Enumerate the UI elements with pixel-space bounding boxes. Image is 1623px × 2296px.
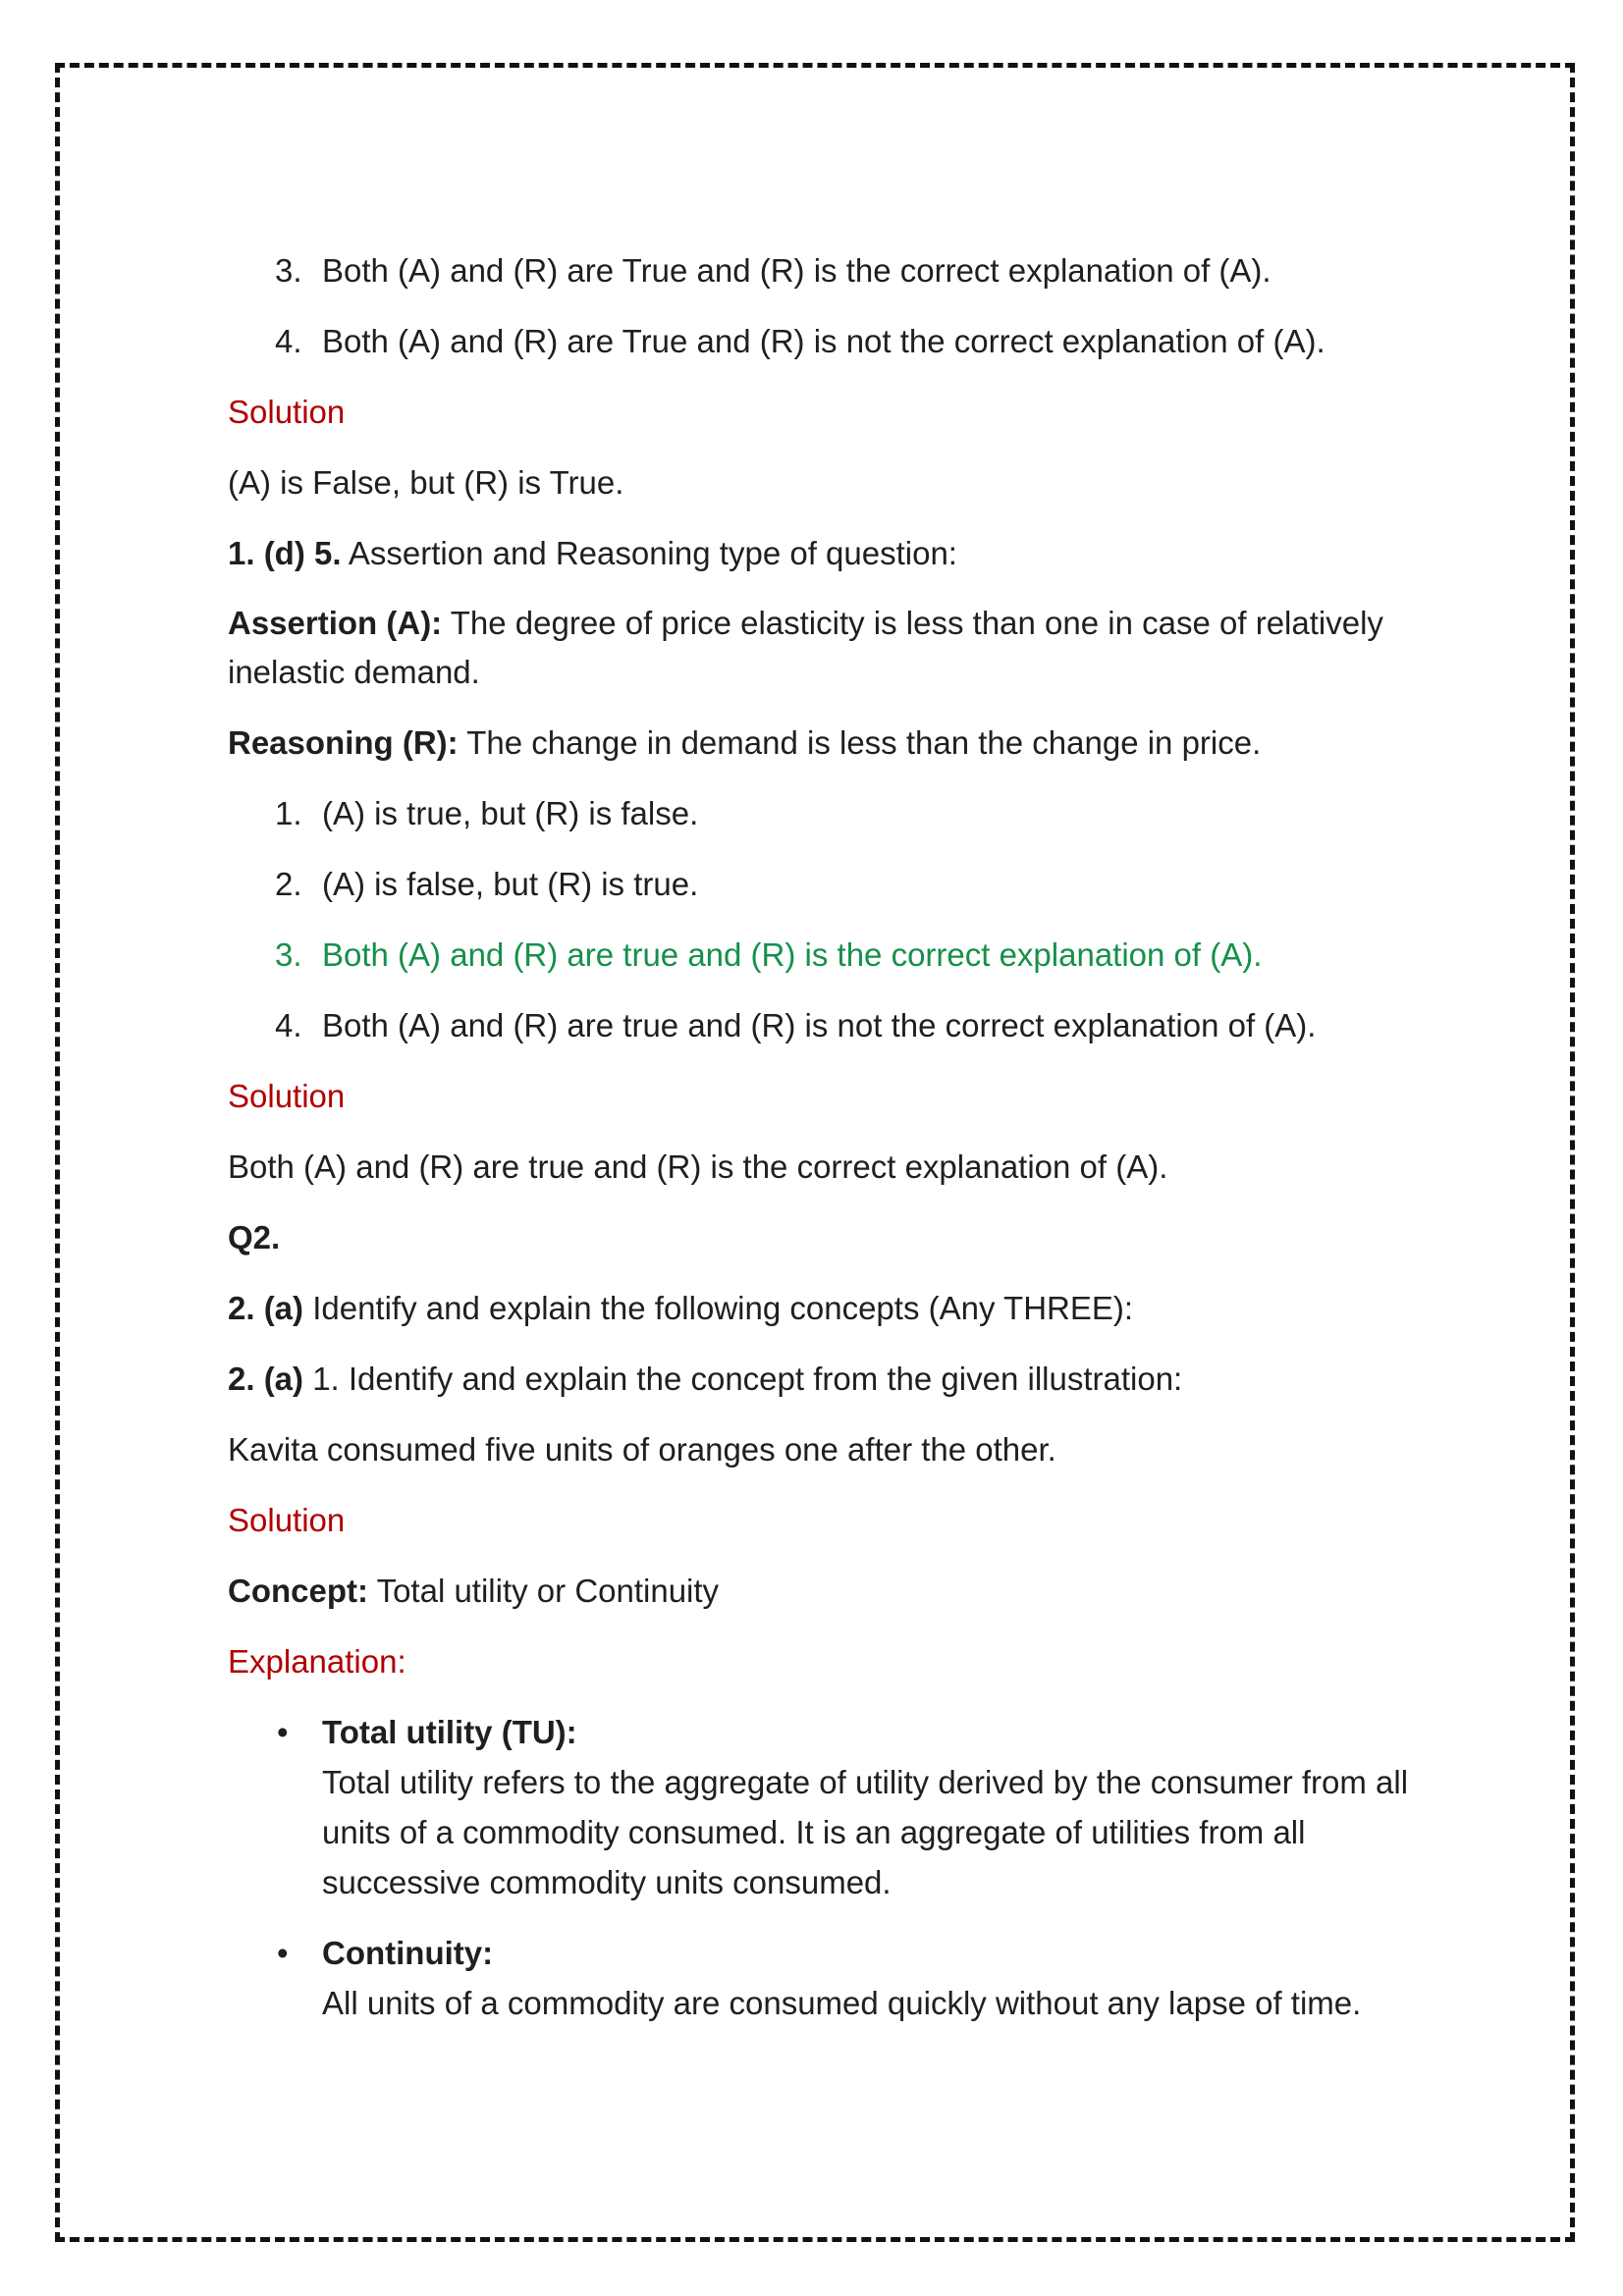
concept-text: Total utility or Continuity xyxy=(376,1573,720,1609)
option-text: Both (A) and (R) are True and (R) is not the correct explanation of (A). xyxy=(322,323,1325,359)
option-text: Both (A) and (R) are True and (R) is the correct explanation of (A). xyxy=(322,252,1271,289)
sub-question-text: 1. Identify and explain the concept from the given illustration: xyxy=(312,1361,1183,1397)
solution-heading: Solution xyxy=(228,1502,346,1538)
option-text: (A) is true, but (R) is false. xyxy=(322,795,699,831)
option-text: (A) is false, but (R) is true. xyxy=(322,866,699,902)
assertion-label: Assertion (A): xyxy=(228,605,443,641)
illustration-text: Kavita consumed five units of oranges one after the other. xyxy=(228,1431,1056,1468)
option-number: 1. xyxy=(275,795,302,831)
bullet-title: Continuity: xyxy=(322,1935,494,1971)
sub-question-text: Identify and explain the following concepts (Any THREE): xyxy=(312,1290,1134,1326)
option-text: Both (A) and (R) are true and (R) is the correct explanation of (A). xyxy=(322,936,1263,973)
option-number: 4. xyxy=(275,1007,302,1043)
assertion xyxy=(228,599,1416,697)
explanation-heading: Explanation: xyxy=(228,1643,406,1680)
option-number: 3. xyxy=(275,936,302,973)
question-text: Assertion and Reasoning type of question: xyxy=(348,535,957,571)
reasoning-text: The change in demand is less than the change in price. xyxy=(466,724,1262,761)
sub-question-number: 2. (a) xyxy=(228,1290,304,1326)
document-body xyxy=(228,245,1416,2049)
option-item xyxy=(228,859,1416,909)
concept-line xyxy=(228,1566,1416,1616)
question-label xyxy=(228,1212,1416,1262)
option-item xyxy=(228,316,1416,366)
option-item xyxy=(228,1000,1416,1050)
solution-text: Both (A) and (R) are true and (R) is the correct explanation of (A). xyxy=(228,1148,1168,1185)
bullet-text: All units of a commodity are consumed quickly without any lapse of time. xyxy=(322,1985,1362,2021)
concept-label: Concept: xyxy=(228,1573,368,1609)
option-item xyxy=(228,788,1416,838)
assertion-text: The degree of price elasticity is less than one in case of relatively inelastic demand. xyxy=(228,605,1383,690)
sub-question xyxy=(228,1283,1416,1333)
question-number: 1. (d) 5. xyxy=(228,535,342,571)
solution-text: (A) is False, but (R) is True. xyxy=(228,464,624,501)
option-number: 2. xyxy=(275,866,302,902)
bullet-item xyxy=(228,1928,1416,2028)
option-number: 4. xyxy=(275,323,302,359)
solution-heading: Solution xyxy=(228,1078,346,1114)
bullet-icon: • xyxy=(277,1935,289,1971)
option-item xyxy=(228,245,1416,295)
option-text: Both (A) and (R) are true and (R) is not the correct explanation of (A). xyxy=(322,1007,1317,1043)
bullet-text: Total utility refers to the aggregate of utility derived by the consumer from all units of a commodity consumed. It is an aggregate of utilities from all successive commodity units consumed. xyxy=(322,1764,1409,1900)
reasoning xyxy=(228,718,1416,768)
bullet-title: Total utility (TU): xyxy=(322,1714,577,1750)
question-number: Q2. xyxy=(228,1219,281,1255)
solution-heading: Solution xyxy=(228,394,346,430)
question-intro xyxy=(228,528,1416,578)
sub-question-number: 2. (a) xyxy=(228,1361,304,1397)
option-number: 3. xyxy=(275,252,302,289)
reasoning-label: Reasoning (R): xyxy=(228,724,459,761)
bullet-icon: • xyxy=(277,1714,289,1750)
correct-option-item xyxy=(228,930,1416,980)
sub-question xyxy=(228,1354,1416,1404)
bullet-item xyxy=(228,1707,1416,1907)
